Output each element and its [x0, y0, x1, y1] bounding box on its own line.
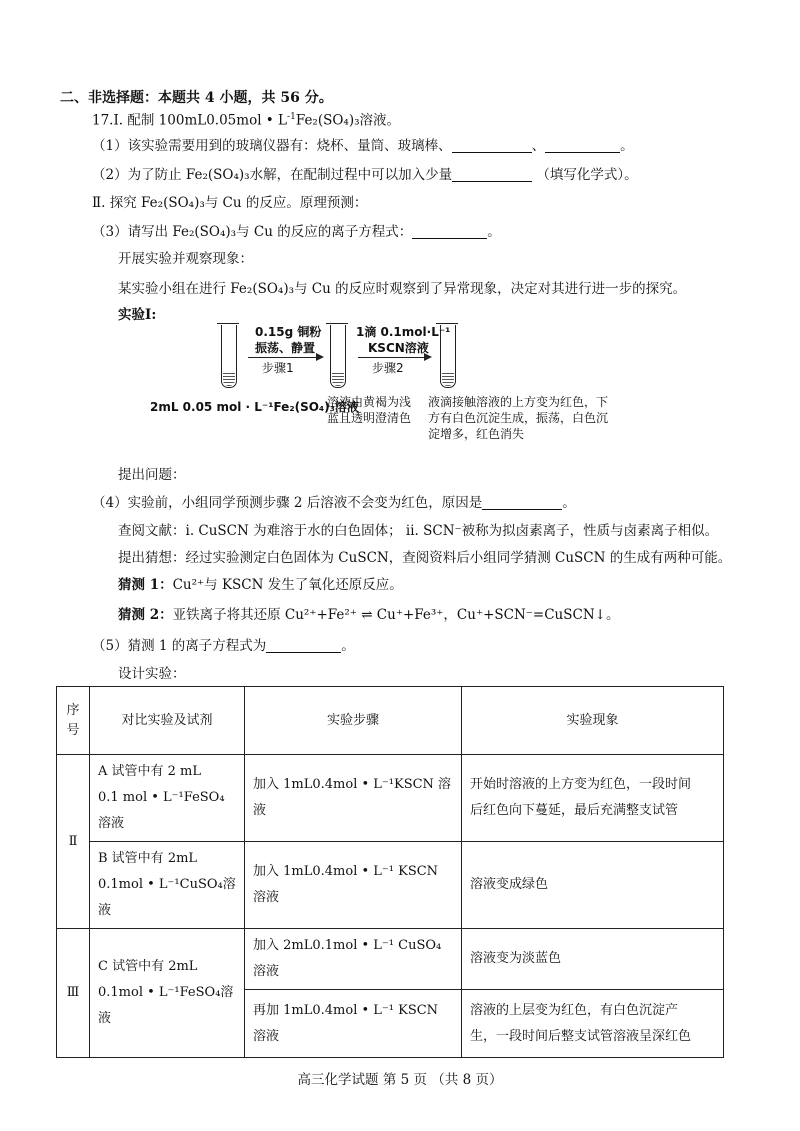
observe-text: 开展实验并观察现象：: [118, 251, 253, 267]
table-row: [57, 929, 724, 990]
literature: 查阅文献：ⅰ. CuSCN 为难溶于水的白色固体； ⅱ. SCN⁻被称为拟卤素离子，性质与卤素离子相似。: [118, 523, 719, 539]
answer-blank[interactable]: [452, 167, 532, 182]
test-tube-1: [221, 325, 237, 388]
row-no-3: Ⅲ: [57, 929, 90, 1058]
answer-blank[interactable]: [545, 138, 620, 153]
step-cell: 加入 1mL0.4mol • L⁻¹ KSCN 溶液: [245, 842, 462, 929]
question-3: （3）请写出 Fe₂(SO₄)₃与 Cu 的反应的离子方程式： 。: [92, 224, 501, 240]
part-2-intro: Ⅱ. 探究 Fe₂(SO₄)₃与 Cu 的反应。原理预测：: [92, 195, 368, 211]
reagent-cell: B 试管中有 2mL 0.1mol • L⁻¹CuSO₄溶液: [90, 842, 245, 929]
guess-1: 猜测 1：Cu²⁺与 KSCN 发生了氧化还原反应。: [118, 577, 403, 593]
arrow1-label-top: 0.15g 铜粉: [255, 325, 322, 339]
experiment-table: [56, 686, 724, 1058]
abnormal-text: 某实验小组在进行 Fe₂(SO₄)₃与 Cu 的反应时观察到了异常现象，决定对其进行进一步的探究。: [118, 281, 687, 297]
tube3-label-b: 方有白色沉淀生成，振荡，白色沉: [428, 411, 609, 425]
phenomenon-cell: 溶液变成绿色: [462, 842, 724, 929]
phenomenon-cell: 溶液变为淡蓝色: [462, 929, 724, 990]
test-tube-2: [330, 325, 346, 388]
header-no: 序号: [57, 687, 90, 755]
row-no-2: Ⅱ: [57, 755, 90, 929]
arrow-step-2: [358, 357, 430, 358]
hypothesis: 提出猜想：经过实验测定白色固体为 CuSCN，查阅资料后小组同学猜测 CuSCN 的生成有两种可能。: [118, 550, 732, 566]
q17-title: 17.Ⅰ. 配制 100mL0.05mol • $L^{-1}Fe_2(SO_4)_3$溶液。: [92, 112, 401, 129]
header-compare: 对比实验及试剂: [90, 687, 245, 755]
ask-question: 提出问题：: [118, 467, 186, 483]
tube2-label-b: 蓝且透明澄清色: [327, 411, 412, 425]
table-header: [57, 687, 724, 755]
arrow1-label-mid: 振荡、静置: [255, 341, 316, 355]
tube3-label-a: 液滴接触溶液的上方变为红色，下: [428, 395, 609, 409]
answer-blank[interactable]: [452, 138, 532, 153]
section-title: 二、非选择题：本题共 4 小题，共 56 分。: [60, 90, 333, 106]
arrow2-step-label: 步骤2: [372, 361, 404, 375]
guess-2: 猜测 2：亚铁离子将其还原 Cu²⁺+Fe²⁺ ⇌ Cu⁺+Fe³⁺，Cu⁺+SCN⁻=CuSCN↓。: [118, 607, 620, 623]
reagent-cell: C 试管中有 2mL 0.1mol • L⁻¹FeSO₄溶液: [90, 929, 245, 1058]
answer-blank[interactable]: [266, 638, 341, 653]
reagent-cell: A 试管中有 2 mL 0.1 mol • L⁻¹FeSO₄溶液: [90, 755, 245, 842]
question-1: （1）该实验需要用到的玻璃仪器有：烧杯、量筒、玻璃棒、 、 。: [92, 138, 634, 154]
tube3-label-c: 淀增多，红色消失: [428, 427, 525, 441]
arrow-step-1: [248, 357, 322, 358]
table-row: [57, 842, 724, 929]
header-steps: 实验步骤: [245, 687, 462, 755]
step-cell: 加入 2mL0.1mol • L⁻¹ CuSO₄溶液: [245, 929, 462, 990]
page-footer: 高三化学试题 第 5 页 （共 8 页）: [297, 1072, 503, 1088]
question-5: （5）猜测 1 的离子方程式为 。: [92, 638, 355, 654]
tube2-label-a: 溶液由黄褐为浅: [327, 395, 412, 409]
answer-blank[interactable]: [412, 224, 487, 239]
arrow1-step-label: 步骤1: [262, 361, 294, 375]
step-cell: 加入 1mL0.4mol • L⁻¹KSCN 溶液: [245, 755, 462, 842]
arrow2-label-mid: KSCN溶液: [368, 341, 429, 355]
table-row: [57, 755, 724, 842]
arrow2-label-top: 1滴 0.1mol·L⁻¹: [356, 325, 451, 339]
design-label: 设计实验：: [118, 666, 186, 682]
phenomenon-cell: 开始时溶液的上方变为红色，一段时间 后红色向下蔓延，最后充满整支试管: [462, 755, 724, 842]
header-phenomenon: 实验现象: [462, 687, 724, 755]
tube1-label: 2mL 0.05 mol · L⁻¹Fe₂(SO₄)₃溶液: [150, 400, 359, 414]
phenomenon-cell: 溶液的上层变为红色，有白色沉淀产 生，一段时间后整支试管溶液呈深红色: [462, 990, 724, 1058]
question-2: （2）为了防止 Fe₂(SO₄)₃水解，在配制过程中可以加入少量 （填写化学式）。: [92, 167, 638, 183]
experiment-1-label: 实验Ⅰ:: [118, 307, 157, 323]
step-cell: 再加 1mL0.4mol • L⁻¹ KSCN 溶液: [245, 990, 462, 1058]
answer-blank[interactable]: [482, 495, 562, 510]
question-4: （4）实验前，小组同学预测步骤 2 后溶液不会变为红色，原因是 。: [92, 495, 576, 511]
